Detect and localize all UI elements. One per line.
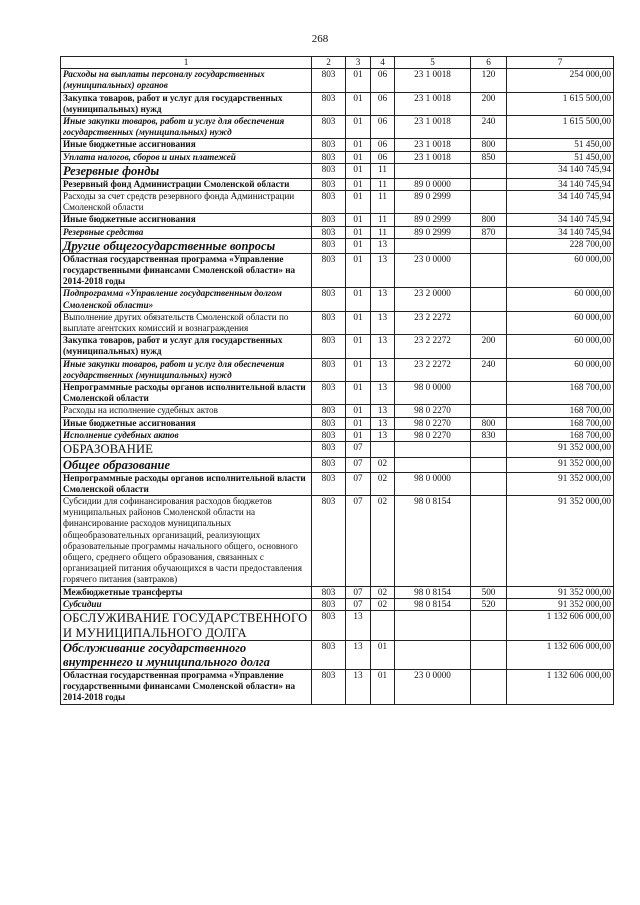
- cell-name: Исполнение судебных актов: [61, 429, 312, 441]
- cell-amount: 168 700,00: [507, 405, 614, 417]
- cell-target-item-code: 98 0 2270: [395, 417, 471, 429]
- cell-target-item-code: [395, 611, 471, 641]
- cell-ministry-code: 803: [312, 611, 346, 641]
- cell-section-code: 01: [346, 429, 371, 441]
- cell-subsection-code: 13: [371, 311, 395, 334]
- cell-expense-type-code: [471, 288, 507, 311]
- table-row: [61, 178, 614, 190]
- table-row: [61, 496, 614, 587]
- column-header-subsection: 4: [371, 57, 395, 69]
- cell-target-item-code: 98 0 8154: [395, 586, 471, 598]
- table-row: [61, 442, 614, 458]
- cell-expense-type-code: 120: [471, 69, 507, 92]
- cell-section-code: 01: [346, 358, 371, 381]
- column-header-expense-type: 6: [471, 57, 507, 69]
- cell-target-item-code: 23 1 0018: [395, 92, 471, 115]
- cell-section-code: 01: [346, 335, 371, 358]
- table-row: [61, 429, 614, 441]
- cell-target-item-code: 98 0 8154: [395, 598, 471, 610]
- cell-amount: 1 132 606 000,00: [507, 641, 614, 670]
- cell-expense-type-code: 830: [471, 429, 507, 441]
- cell-name: Выполнение других обязательств Смоленской области по выплате агентских комиссий и вознаграждения: [61, 311, 312, 334]
- cell-subsection-code: 01: [371, 641, 395, 670]
- table-row: [61, 382, 614, 405]
- cell-target-item-code: 89 0 2999: [395, 214, 471, 226]
- cell-name: Подпрограмма «Управление государственным долгом Смоленской области»: [61, 288, 312, 311]
- cell-subsection-code: 13: [371, 335, 395, 358]
- cell-name: Расходы за счет средств резервного фонда Администрации Смоленской области: [61, 191, 312, 214]
- cell-expense-type-code: 200: [471, 92, 507, 115]
- cell-section-code: 01: [346, 178, 371, 190]
- cell-target-item-code: 98 0 2270: [395, 405, 471, 417]
- cell-subsection-code: 06: [371, 69, 395, 92]
- cell-ministry-code: 803: [312, 598, 346, 610]
- cell-section-code: 01: [346, 139, 371, 151]
- cell-target-item-code: 98 0 8154: [395, 496, 471, 587]
- table-row: [61, 335, 614, 358]
- table-row: [61, 611, 614, 641]
- cell-name: Другие общегосударственные вопросы: [61, 238, 312, 253]
- cell-section-code: 07: [346, 586, 371, 598]
- cell-expense-type-code: 800: [471, 214, 507, 226]
- cell-section-code: 01: [346, 226, 371, 238]
- table-row: [61, 358, 614, 381]
- cell-expense-type-code: [471, 611, 507, 641]
- cell-target-item-code: [395, 457, 471, 472]
- cell-amount: 60 000,00: [507, 253, 614, 288]
- cell-amount: 34 140 745,94: [507, 178, 614, 190]
- table-row: [61, 598, 614, 610]
- table-header-row: [61, 57, 614, 69]
- cell-section-code: 01: [346, 116, 371, 139]
- table-row: [61, 226, 614, 238]
- cell-expense-type-code: [471, 496, 507, 587]
- table-row: [61, 472, 614, 495]
- cell-target-item-code: 23 2 2272: [395, 358, 471, 381]
- cell-section-code: 01: [346, 92, 371, 115]
- cell-ministry-code: 803: [312, 226, 346, 238]
- cell-target-item-code: 23 1 0018: [395, 151, 471, 163]
- cell-ministry-code: 803: [312, 214, 346, 226]
- table-row: [61, 670, 614, 705]
- table-row: [61, 238, 614, 253]
- cell-expense-type-code: [471, 670, 507, 705]
- column-header-target-item: 5: [395, 57, 471, 69]
- cell-amount: 91 352 000,00: [507, 598, 614, 610]
- cell-amount: 91 352 000,00: [507, 586, 614, 598]
- cell-expense-type-code: [471, 472, 507, 495]
- cell-subsection-code: 02: [371, 586, 395, 598]
- cell-name: Областная государственная программа «Управление государственными финансами Смоленской области» на 2014-2018 годы: [61, 670, 312, 705]
- cell-amount: 34 140 745,94: [507, 214, 614, 226]
- cell-ministry-code: 803: [312, 496, 346, 587]
- cell-subsection-code: 01: [371, 670, 395, 705]
- cell-section-code: 07: [346, 442, 371, 458]
- cell-target-item-code: 89 0 2999: [395, 191, 471, 214]
- cell-ministry-code: 803: [312, 178, 346, 190]
- cell-subsection-code: 06: [371, 92, 395, 115]
- cell-expense-type-code: 240: [471, 116, 507, 139]
- cell-section-code: 07: [346, 598, 371, 610]
- cell-section-code: 01: [346, 191, 371, 214]
- cell-section-code: 01: [346, 163, 371, 178]
- column-header-section: 3: [346, 57, 371, 69]
- cell-subsection-code: 11: [371, 226, 395, 238]
- cell-ministry-code: 803: [312, 442, 346, 458]
- cell-amount: 34 140 745,94: [507, 163, 614, 178]
- table-row: [61, 116, 614, 139]
- cell-expense-type-code: [471, 382, 507, 405]
- cell-section-code: 01: [346, 253, 371, 288]
- cell-name: Областная государственная программа «Управление государственными финансами Смоленской области» на 2014-2018 годы: [61, 253, 312, 288]
- cell-subsection-code: [371, 442, 395, 458]
- cell-name: Резервный фонд Администрации Смоленской области: [61, 178, 312, 190]
- cell-subsection-code: 13: [371, 288, 395, 311]
- cell-target-item-code: [395, 238, 471, 253]
- cell-name: ОБСЛУЖИВАНИЕ ГОСУДАРСТВЕННОГО И МУНИЦИПАЛЬНОГО ДОЛГА: [61, 611, 312, 641]
- table-row: [61, 405, 614, 417]
- cell-name: Расходы на выплаты персоналу государственных (муниципальных) органов: [61, 69, 312, 92]
- cell-expense-type-code: 240: [471, 358, 507, 381]
- cell-section-code: 01: [346, 417, 371, 429]
- column-header-ministry: 2: [312, 57, 346, 69]
- cell-section-code: 13: [346, 611, 371, 641]
- table-row: [61, 288, 614, 311]
- cell-expense-type-code: [471, 163, 507, 178]
- cell-amount: 228 700,00: [507, 238, 614, 253]
- cell-section-code: 01: [346, 238, 371, 253]
- cell-name: Иные закупки товаров, работ и услуг для обеспечения государственных (муниципальных) нужд: [61, 116, 312, 139]
- cell-name: Непрограммные расходы органов исполнительной власти Смоленской области: [61, 382, 312, 405]
- cell-subsection-code: 13: [371, 417, 395, 429]
- cell-target-item-code: 89 0 2999: [395, 226, 471, 238]
- cell-section-code: 01: [346, 69, 371, 92]
- cell-ministry-code: 803: [312, 151, 346, 163]
- cell-name: Иные бюджетные ассигнования: [61, 139, 312, 151]
- table-row: [61, 586, 614, 598]
- table-row: [61, 151, 614, 163]
- table-row: [61, 214, 614, 226]
- cell-name: Закупка товаров, работ и услуг для государственных (муниципальных) нужд: [61, 92, 312, 115]
- cell-expense-type-code: [471, 253, 507, 288]
- cell-expense-type-code: [471, 191, 507, 214]
- cell-expense-type-code: [471, 178, 507, 190]
- cell-target-item-code: [395, 442, 471, 458]
- cell-section-code: 01: [346, 151, 371, 163]
- cell-section-code: 07: [346, 496, 371, 587]
- cell-amount: 1 615 500,00: [507, 92, 614, 115]
- table-row: [61, 191, 614, 214]
- cell-amount: 34 140 745,94: [507, 226, 614, 238]
- cell-target-item-code: 23 1 0018: [395, 69, 471, 92]
- cell-amount: 60 000,00: [507, 311, 614, 334]
- cell-section-code: 01: [346, 311, 371, 334]
- cell-subsection-code: 02: [371, 598, 395, 610]
- cell-amount: 1 615 500,00: [507, 116, 614, 139]
- cell-section-code: 07: [346, 472, 371, 495]
- cell-ministry-code: 803: [312, 288, 346, 311]
- cell-target-item-code: 23 2 2272: [395, 335, 471, 358]
- cell-amount: 91 352 000,00: [507, 442, 614, 458]
- cell-amount: 1 132 606 000,00: [507, 670, 614, 705]
- cell-expense-type-code: 520: [471, 598, 507, 610]
- cell-section-code: 01: [346, 382, 371, 405]
- cell-ministry-code: 803: [312, 191, 346, 214]
- cell-ministry-code: 803: [312, 238, 346, 253]
- cell-subsection-code: 06: [371, 116, 395, 139]
- cell-ministry-code: 803: [312, 382, 346, 405]
- cell-name: Расходы на исполнение судебных актов: [61, 405, 312, 417]
- cell-subsection-code: 06: [371, 139, 395, 151]
- cell-amount: 91 352 000,00: [507, 457, 614, 472]
- cell-name: Иные бюджетные ассигнования: [61, 214, 312, 226]
- cell-ministry-code: 803: [312, 670, 346, 705]
- cell-section-code: 01: [346, 405, 371, 417]
- cell-name: Субсидии для софинансирования расходов бюджетов муниципальных районов Смоленской области на финансирование расходов муниципальных общеобразовательных организаций, реализующих образовательные программы начального общего, основного общего, среднего общего образования, связанных с организацией питания обучающихся в части предоставления горячего питания (завтраков): [61, 496, 312, 587]
- cell-subsection-code: 11: [371, 214, 395, 226]
- cell-ministry-code: 803: [312, 69, 346, 92]
- cell-target-item-code: [395, 641, 471, 670]
- cell-target-item-code: 98 0 0000: [395, 472, 471, 495]
- cell-ministry-code: 803: [312, 116, 346, 139]
- cell-name: ОБРАЗОВАНИЕ: [61, 442, 312, 458]
- cell-ministry-code: 803: [312, 586, 346, 598]
- table-body: [61, 69, 614, 704]
- cell-expense-type-code: 870: [471, 226, 507, 238]
- cell-amount: 91 352 000,00: [507, 472, 614, 495]
- cell-target-item-code: 23 2 2272: [395, 311, 471, 334]
- cell-name: Резервные фонды: [61, 163, 312, 178]
- cell-name: Закупка товаров, работ и услуг для государственных (муниципальных) нужд: [61, 335, 312, 358]
- table-row: [61, 253, 614, 288]
- cell-ministry-code: 803: [312, 311, 346, 334]
- cell-target-item-code: 89 0 0000: [395, 178, 471, 190]
- cell-ministry-code: 803: [312, 253, 346, 288]
- cell-ministry-code: 803: [312, 472, 346, 495]
- table-row: [61, 139, 614, 151]
- cell-expense-type-code: [471, 442, 507, 458]
- cell-expense-type-code: 500: [471, 586, 507, 598]
- cell-subsection-code: 13: [371, 429, 395, 441]
- cell-name: Уплата налогов, сборов и иных платежей: [61, 151, 312, 163]
- cell-name: Субсидии: [61, 598, 312, 610]
- cell-expense-type-code: [471, 457, 507, 472]
- cell-subsection-code: 02: [371, 457, 395, 472]
- cell-subsection-code: 11: [371, 178, 395, 190]
- cell-amount: 1 132 606 000,00: [507, 611, 614, 641]
- cell-amount: 60 000,00: [507, 358, 614, 381]
- cell-expense-type-code: 200: [471, 335, 507, 358]
- cell-name: Общее образование: [61, 457, 312, 472]
- cell-amount: 60 000,00: [507, 335, 614, 358]
- cell-name: Обслуживание государственного внутреннего и муниципального долга: [61, 641, 312, 670]
- table-row: [61, 457, 614, 472]
- cell-target-item-code: 23 1 0018: [395, 116, 471, 139]
- cell-ministry-code: 803: [312, 457, 346, 472]
- cell-expense-type-code: [471, 641, 507, 670]
- cell-subsection-code: 13: [371, 358, 395, 381]
- cell-subsection-code: 13: [371, 253, 395, 288]
- cell-target-item-code: 23 0 0000: [395, 253, 471, 288]
- cell-target-item-code: 98 0 2270: [395, 429, 471, 441]
- cell-subsection-code: 11: [371, 163, 395, 178]
- page-number: 268: [311, 33, 329, 45]
- cell-expense-type-code: [471, 311, 507, 334]
- cell-subsection-code: 06: [371, 151, 395, 163]
- cell-target-item-code: 23 2 0000: [395, 288, 471, 311]
- table-row: [61, 69, 614, 92]
- cell-amount: 34 140 745,94: [507, 191, 614, 214]
- cell-expense-type-code: 800: [471, 139, 507, 151]
- cell-subsection-code: 13: [371, 405, 395, 417]
- cell-ministry-code: 803: [312, 163, 346, 178]
- cell-section-code: 01: [346, 288, 371, 311]
- column-header-name: 1: [61, 57, 312, 69]
- cell-name: Непрограммные расходы органов исполнительной власти Смоленской области: [61, 472, 312, 495]
- cell-amount: 60 000,00: [507, 288, 614, 311]
- cell-subsection-code: 13: [371, 238, 395, 253]
- cell-ministry-code: 803: [312, 641, 346, 670]
- cell-expense-type-code: 850: [471, 151, 507, 163]
- cell-subsection-code: 02: [371, 496, 395, 587]
- cell-section-code: 13: [346, 641, 371, 670]
- cell-ministry-code: 803: [312, 429, 346, 441]
- cell-subsection-code: 02: [371, 472, 395, 495]
- cell-ministry-code: 803: [312, 139, 346, 151]
- cell-amount: 168 700,00: [507, 382, 614, 405]
- cell-expense-type-code: [471, 238, 507, 253]
- cell-amount: 51 450,00: [507, 139, 614, 151]
- cell-amount: 168 700,00: [507, 417, 614, 429]
- cell-section-code: 13: [346, 670, 371, 705]
- cell-subsection-code: [371, 611, 395, 641]
- cell-name: Резервные средства: [61, 226, 312, 238]
- cell-amount: 168 700,00: [507, 429, 614, 441]
- cell-target-item-code: 23 1 0018: [395, 139, 471, 151]
- cell-ministry-code: 803: [312, 417, 346, 429]
- cell-target-item-code: [395, 163, 471, 178]
- cell-expense-type-code: [471, 405, 507, 417]
- cell-ministry-code: 803: [312, 405, 346, 417]
- cell-ministry-code: 803: [312, 358, 346, 381]
- cell-target-item-code: 98 0 0000: [395, 382, 471, 405]
- table-row: [61, 417, 614, 429]
- cell-expense-type-code: 800: [471, 417, 507, 429]
- table-row: [61, 641, 614, 670]
- cell-ministry-code: 803: [312, 92, 346, 115]
- cell-amount: 91 352 000,00: [507, 496, 614, 587]
- cell-target-item-code: 23 0 0000: [395, 670, 471, 705]
- cell-subsection-code: 13: [371, 382, 395, 405]
- budget-table: [60, 56, 614, 705]
- cell-section-code: 07: [346, 457, 371, 472]
- table-row: [61, 163, 614, 178]
- cell-amount: 51 450,00: [507, 151, 614, 163]
- table-row: [61, 92, 614, 115]
- cell-ministry-code: 803: [312, 335, 346, 358]
- cell-name: Иные закупки товаров, работ и услуг для обеспечения государственных (муниципальных) нужд: [61, 358, 312, 381]
- cell-amount: 254 000,00: [507, 69, 614, 92]
- column-header-amount: 7: [507, 57, 614, 69]
- cell-name: Иные бюджетные ассигнования: [61, 417, 312, 429]
- cell-section-code: 01: [346, 214, 371, 226]
- table-row: [61, 311, 614, 334]
- cell-name: Межбюджетные трансферты: [61, 586, 312, 598]
- cell-subsection-code: 11: [371, 191, 395, 214]
